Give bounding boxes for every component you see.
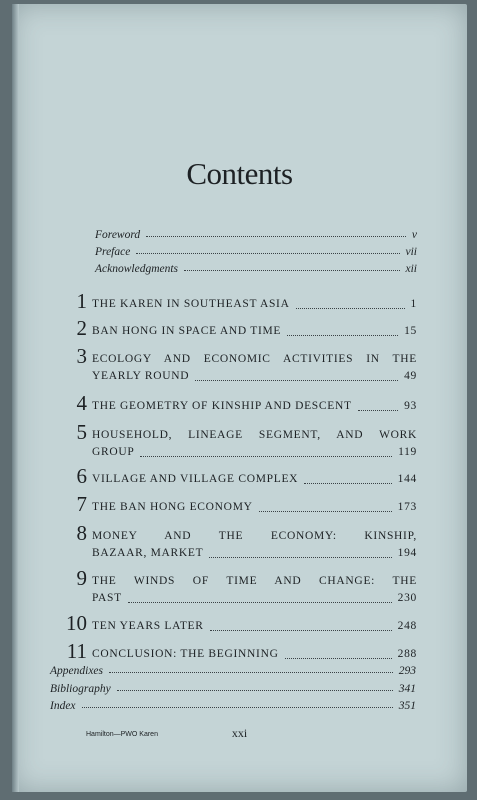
chapter-title-line1 — [92, 426, 417, 444]
toc-page-number: 293 — [398, 665, 416, 677]
toc-page-number: 1 — [410, 298, 417, 310]
chapter-title: TEN YEARS LATER — [92, 620, 204, 632]
toc-page-number: 119 — [398, 446, 417, 458]
chapter-title: THE WINDS OF TIME AND CHANGE: THE — [92, 575, 417, 587]
leader-dots — [259, 511, 392, 512]
toc-page-number: xii — [405, 263, 417, 275]
chapter-title-continued: BAZAAR, MARKET — [92, 547, 204, 559]
chapter-title: CONCLUSION: THE BEGINNING — [92, 648, 279, 660]
chapter-title-line1 — [92, 527, 417, 545]
leader-dots — [82, 707, 393, 708]
leader-dots — [296, 308, 405, 309]
chapter-title-continued: PAST — [92, 592, 122, 604]
printer-slug: Hamilton—PWO Karen — [86, 731, 158, 738]
book-page — [12, 4, 467, 792]
toc-page-number: 230 — [397, 592, 417, 604]
folio-page-number: xxi — [231, 726, 248, 740]
page-spine-shadow — [12, 4, 19, 792]
chapter-title-row — [92, 443, 417, 461]
chapter-title-row — [92, 295, 417, 313]
chapter-number: 11 — [66, 639, 87, 663]
chapter-title-row — [92, 470, 417, 488]
chapter-number: 1 — [76, 289, 87, 313]
toc-entry-acknowledgments[interactable] — [95, 263, 417, 275]
toc-page-number: 288 — [397, 648, 417, 660]
toc-page-number: 351 — [398, 700, 416, 712]
toc-entry-index[interactable] — [50, 700, 416, 712]
chapter-title: THE GEOMETRY OF KINSHIP AND DESCENT — [92, 400, 352, 412]
toc-page-number: 93 — [404, 400, 417, 412]
chapter-number: 4 — [76, 391, 87, 415]
chapter-title: BAN HONG IN SPACE AND TIME — [92, 325, 282, 337]
toc-entry-preface[interactable] — [95, 246, 417, 258]
chapter-number: 8 — [76, 521, 87, 545]
toc-page-number: 15 — [404, 325, 417, 337]
chapter-title: VILLAGE AND VILLAGE COMPLEX — [92, 473, 299, 485]
toc-entry-appendixes[interactable] — [50, 665, 416, 677]
chapter-title-continued: YEARLY ROUND — [92, 370, 190, 382]
chapter-title-line1 — [92, 350, 417, 368]
leader-dots — [140, 456, 392, 457]
chapter-title-row — [92, 589, 417, 607]
leader-dots — [285, 658, 392, 659]
leader-dots — [209, 557, 391, 558]
toc-entry-label: Acknowledgments — [95, 263, 179, 275]
toc-page-number: 49 — [404, 370, 417, 382]
leader-dots — [128, 602, 392, 603]
chapter-title: HOUSEHOLD, LINEAGE SEGMENT, AND WORK — [92, 429, 417, 441]
toc-page-number: 341 — [398, 683, 416, 695]
chapter-number: 3 — [76, 344, 87, 368]
chapter-title: THE BAN HONG ECONOMY — [92, 501, 253, 513]
toc-entry-label: Appendixes — [50, 665, 104, 677]
leader-dots — [146, 236, 406, 237]
leader-dots — [358, 410, 398, 411]
toc-entry-label: Preface — [95, 246, 131, 258]
toc-entry-bibliography[interactable] — [50, 683, 416, 695]
chapter-number: 6 — [76, 464, 87, 488]
chapter-title-continued: GROUP — [92, 446, 135, 458]
chapter-number: 2 — [76, 316, 87, 340]
page-title: Contents — [186, 156, 293, 191]
leader-dots — [136, 253, 399, 254]
chapter-number: 9 — [76, 566, 87, 590]
chapter-title-line1 — [92, 572, 417, 590]
toc-entry-label: Index — [50, 700, 76, 712]
leader-dots — [195, 380, 398, 381]
toc-page-number: 248 — [397, 620, 417, 632]
chapter-title-row — [92, 498, 417, 516]
chapter-number: 5 — [76, 420, 87, 444]
chapter-title-row — [92, 397, 417, 415]
chapter-title-row — [92, 617, 417, 635]
leader-dots — [184, 270, 399, 271]
chapter-number: 7 — [76, 492, 87, 516]
toc-entry-foreword[interactable] — [95, 229, 417, 241]
toc-page-number: vii — [405, 246, 417, 258]
chapter-title: MONEY AND THE ECONOMY: KINSHIP, — [92, 530, 417, 542]
leader-dots — [210, 630, 392, 631]
chapter-title: THE KAREN IN SOUTHEAST ASIA — [92, 298, 290, 310]
chapter-title-row — [92, 367, 417, 385]
leader-dots — [304, 483, 391, 484]
leader-dots — [117, 690, 393, 691]
toc-page-number: v — [411, 229, 417, 241]
toc-page-number: 194 — [397, 547, 417, 559]
chapter-title-row — [92, 322, 417, 340]
toc-entry-label: Bibliography — [50, 683, 111, 695]
toc-page-number: 144 — [397, 473, 417, 485]
leader-dots — [287, 335, 398, 336]
chapter-number: 10 — [66, 611, 87, 635]
toc-entry-label: Foreword — [95, 229, 141, 241]
chapter-title: ECOLOGY AND ECONOMIC ACTIVITIES IN THE — [92, 353, 417, 365]
chapter-title-row — [92, 645, 417, 663]
leader-dots — [109, 672, 393, 673]
toc-page-number: 173 — [397, 501, 417, 513]
chapter-title-row — [92, 544, 417, 562]
